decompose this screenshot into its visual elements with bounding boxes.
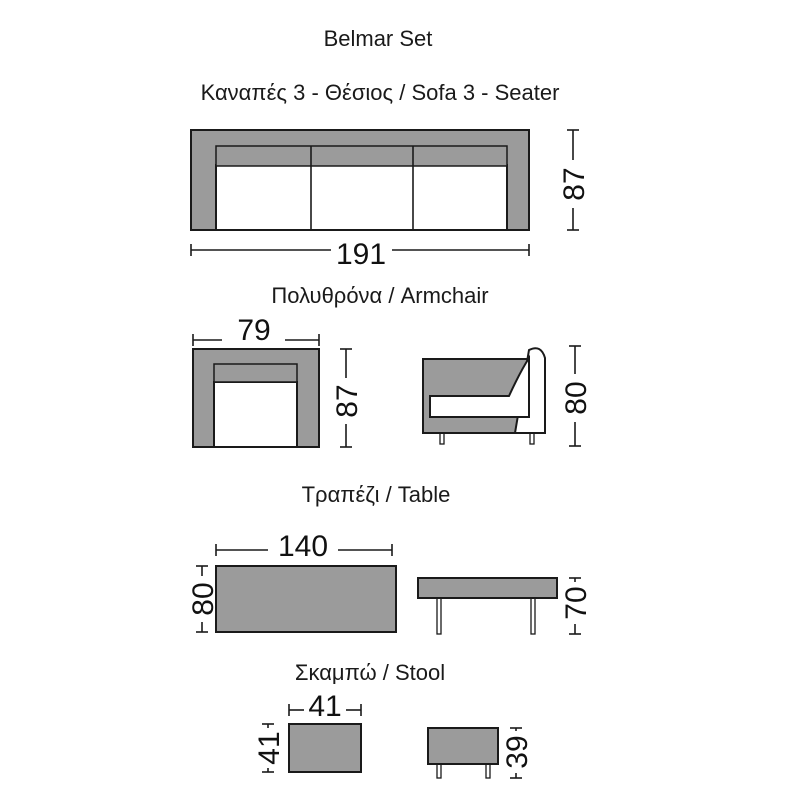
table-title: Τραπέζι / Table — [301, 482, 451, 507]
stool-title: Σκαμπώ / Stool — [294, 660, 446, 685]
armchair-back-cushion — [214, 364, 297, 382]
table-width-label: 140 — [277, 530, 329, 563]
stool-leg-right — [486, 764, 490, 778]
sofa-title: Καναπές 3 - Θέσιος / Sofa 3 - Seater — [200, 80, 560, 105]
set-title: Belmar Set — [323, 26, 433, 51]
armchair-top-view — [193, 349, 319, 447]
sofa-depth-dimension — [558, 130, 591, 230]
sofa-depth-label: 87 — [558, 167, 591, 201]
sofa-back-cushions — [216, 146, 507, 166]
stool-width-dimension — [289, 690, 361, 723]
armchair-side-view — [423, 348, 545, 444]
table-section — [187, 482, 593, 634]
armchair-depth-label: 87 — [331, 384, 364, 418]
table-side-view — [418, 578, 557, 634]
stool-depth-dimension — [253, 724, 286, 772]
armchair-height-label: 80 — [560, 381, 593, 415]
stool-side-view — [428, 728, 498, 778]
table-leg-left — [437, 598, 441, 634]
table-depth-label: 80 — [187, 582, 220, 616]
armchair-width-dimension — [193, 314, 319, 347]
armchair-height-dimension — [560, 346, 593, 446]
sofa-section — [191, 80, 591, 271]
stool-width-label: 41 — [308, 690, 342, 723]
armchair-leg-back — [530, 433, 534, 444]
stool-top-view — [289, 724, 361, 772]
table-width-dimension — [216, 530, 392, 563]
table-height-label: 70 — [560, 586, 593, 620]
sofa-width-dimension — [191, 238, 529, 271]
stool-leg-left — [437, 764, 441, 778]
armchair-section — [193, 283, 593, 447]
sofa-top-view — [191, 130, 529, 230]
stool-section — [253, 660, 534, 778]
armchair-title: Πολυθρόνα / Armchair — [271, 283, 489, 308]
armchair-leg-front — [440, 433, 444, 444]
stool-depth-label: 41 — [253, 731, 286, 765]
table-leg-right — [531, 598, 535, 634]
stool-height-label: 39 — [501, 735, 534, 769]
table-height-dimension — [560, 578, 593, 634]
table-side-top — [418, 578, 557, 598]
sofa-seat-area — [216, 165, 507, 230]
armchair-depth-dimension — [331, 349, 364, 447]
armchair-seat-area — [214, 382, 297, 447]
stool-side-body — [428, 728, 498, 764]
table-top-view — [216, 566, 396, 632]
stool-height-dimension — [501, 728, 534, 778]
armchair-width-label: 79 — [237, 314, 271, 347]
sofa-width-label: 191 — [335, 238, 387, 271]
